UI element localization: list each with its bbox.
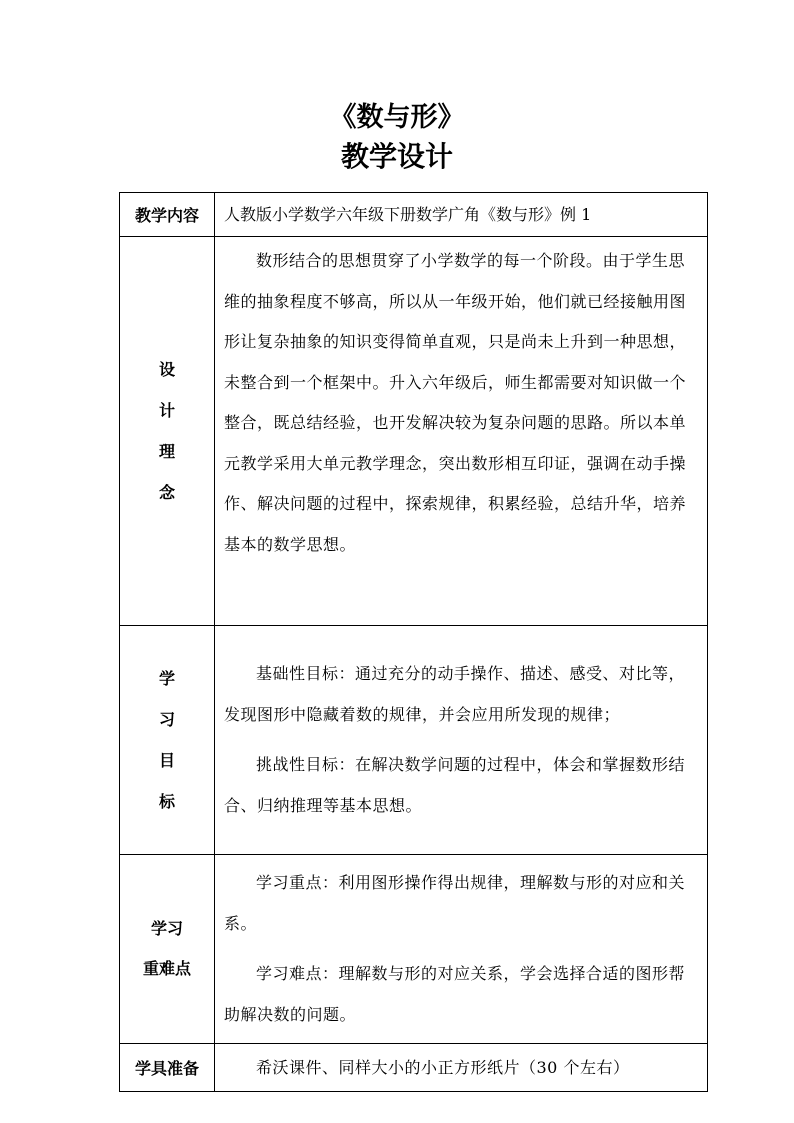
label-line: 重难点 [142, 959, 191, 978]
difficulty-paragraph: 学习难点：理解数与形的对应关系，学会选择合适的图形帮助解决数的问题。 [224, 964, 686, 1024]
row-key-difficult-points [120, 855, 708, 1044]
label-char: 计 [158, 401, 175, 420]
value-learning-goals [215, 626, 708, 855]
row-learning-goals [120, 626, 708, 855]
lesson-plan-table [119, 192, 708, 1092]
design-concept-paragraph: 数形结合的思想贯穿了小学数学的每一个阶段。由于学生思维的抽象程度不够高，所以从一年级开始，他们就已经接触用图形让复杂抽象的知识变得简单直观，只是尚未上升到一种思想，未整合到一个框架中。升入六年级后，师生都需要对知识做一个整合，既总结经验，也开发解决较为复杂问题的思路。所以本单元教学采用大单元教学理念，突出数形相互印证，强调在动手操作、解决问题的过程中，探索规律，积累经验，总结升华，培养基本的数学思想。 [224, 251, 687, 554]
value-design-concept [215, 237, 708, 626]
focus-paragraph: 学习重点：利用图形操作得出规律，理解数与形的对应和关系。 [224, 873, 686, 933]
label-design-concept [120, 237, 215, 626]
materials-text: 希沃课件、同样大小的小正方形纸片（30 个左右） [256, 1057, 630, 1077]
label-char: 习 [158, 710, 175, 729]
value-learning-materials [215, 1044, 708, 1092]
row-teaching-content [120, 193, 708, 237]
row-design-concept [120, 237, 708, 626]
label-char: 设 [158, 360, 175, 379]
row-learning-materials [120, 1044, 708, 1092]
teaching-content-text: 人教版小学数学六年级下册数学广角《数与形》例 1 [224, 204, 592, 224]
label-learning-goals [120, 626, 215, 855]
challenge-goal-paragraph: 挑战性目标：在解决数学问题的过程中，体会和掌握数形结合、归纳推理等基本思想。 [224, 755, 686, 815]
document-subtitle: 教学设计 [340, 140, 453, 173]
label-char: 理 [158, 442, 175, 461]
label-char: 标 [158, 792, 175, 811]
value-teaching-content [215, 193, 708, 237]
label-key-difficult-points [120, 855, 215, 1044]
label-char: 目 [158, 751, 175, 770]
label-teaching-content: 教学内容 [120, 193, 215, 237]
label-line: 学习 [150, 919, 183, 938]
document-title: 《数与形》 [329, 102, 465, 133]
value-key-difficult-points [215, 855, 708, 1044]
label-char: 学 [158, 669, 175, 688]
label-learning-materials: 学具准备 [120, 1044, 215, 1092]
basic-goal-paragraph: 基础性目标：通过充分的动手操作、描述、感受、对比等，发现图形中隐藏着数的规律，并会应用所发现的规律； [224, 664, 686, 724]
label-char: 念 [158, 483, 175, 502]
